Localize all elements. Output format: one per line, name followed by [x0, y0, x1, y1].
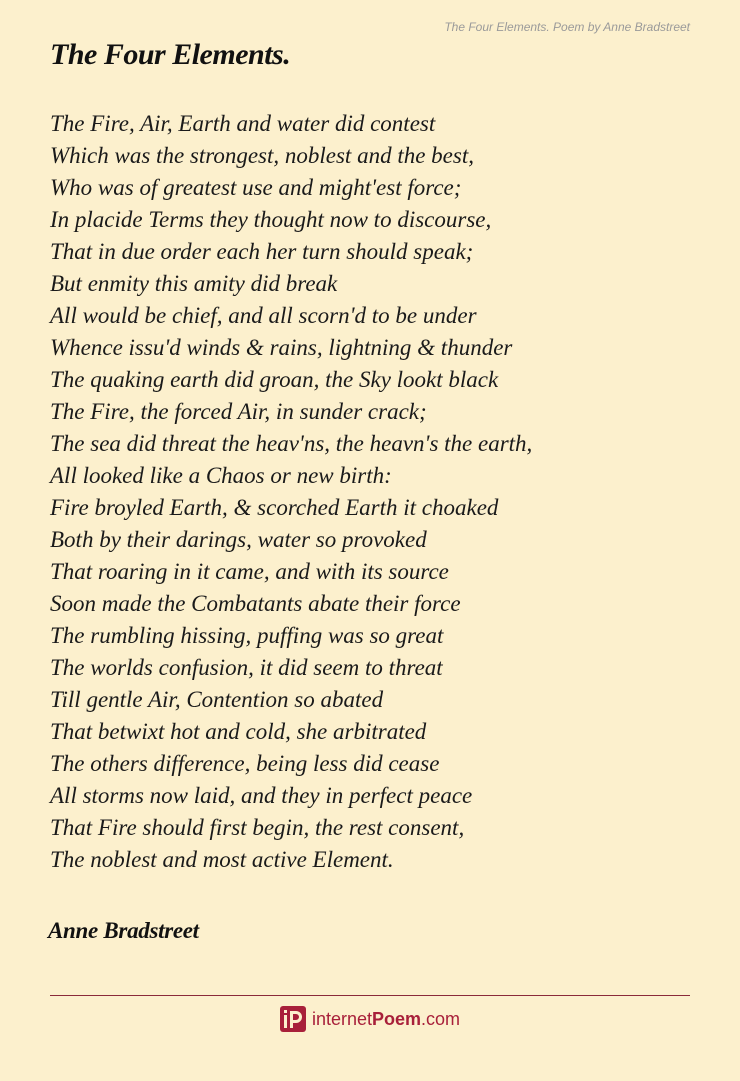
poem-title: The Four Elements. — [50, 38, 291, 71]
footer-divider — [50, 995, 690, 996]
poem-line: The rumbling hissing, puffing was so great — [50, 623, 444, 648]
poem-line: That roaring in it came, and with its source — [50, 559, 449, 584]
poem-line: The worlds confusion, it did seem to threat — [50, 655, 443, 680]
poem-line: Whence issu'd winds & rains, lightning & thunder — [50, 335, 513, 360]
brand-prefix: internet — [311, 1008, 372, 1029]
brand-suffix: .com — [421, 1008, 461, 1029]
poem-line: That betwixt hot and cold, she arbitrated — [50, 719, 427, 744]
header-note: The Four Elements. Poem by Anne Bradstreet — [444, 20, 690, 34]
poem-line: All storms now laid, and they in perfect peace — [50, 783, 473, 808]
poem-line: Till gentle Air, Contention so abated — [50, 687, 384, 712]
site-brand-link[interactable] — [0, 1006, 740, 1032]
brand-name — [312, 1009, 460, 1030]
poem-line: That in due order each her turn should speak; — [50, 239, 474, 264]
poem-line: The Fire, the forced Air, in sunder crack; — [50, 399, 427, 424]
internetpoem-logo-icon — [280, 1006, 306, 1032]
poem-line: Who was of greatest use and might'est force; — [50, 175, 462, 200]
author-name: Anne Bradstreet — [48, 918, 199, 943]
poem-line: Fire broyled Earth, & scorched Earth it choaked — [50, 495, 499, 520]
poem-line: The others difference, being less did cease — [50, 751, 440, 776]
brand-bold: Poem — [372, 1008, 422, 1029]
poem-line: The quaking earth did groan, the Sky lookt black — [50, 367, 499, 392]
poem-line: The noblest and most active Element. — [50, 847, 394, 872]
poem-line: The sea did threat the heav'ns, the heavn's the earth, — [50, 431, 533, 456]
poem-line: But enmity this amity did break — [50, 271, 338, 296]
poem-line: The Fire, Air, Earth and water did contest — [50, 111, 436, 136]
poem-line: In placide Terms they thought now to discourse, — [50, 207, 492, 232]
poem-line: Which was the strongest, noblest and the best, — [50, 143, 474, 168]
poem-body — [50, 108, 710, 876]
poem-line: That Fire should first begin, the rest consent, — [50, 815, 465, 840]
poem-line: Soon made the Combatants abate their force — [50, 591, 461, 616]
poem-line: All would be chief, and all scorn'd to be under — [50, 303, 477, 328]
poem-line: Both by their darings, water so provoked — [50, 527, 427, 552]
poem-line: All looked like a Chaos or new birth: — [50, 463, 392, 488]
